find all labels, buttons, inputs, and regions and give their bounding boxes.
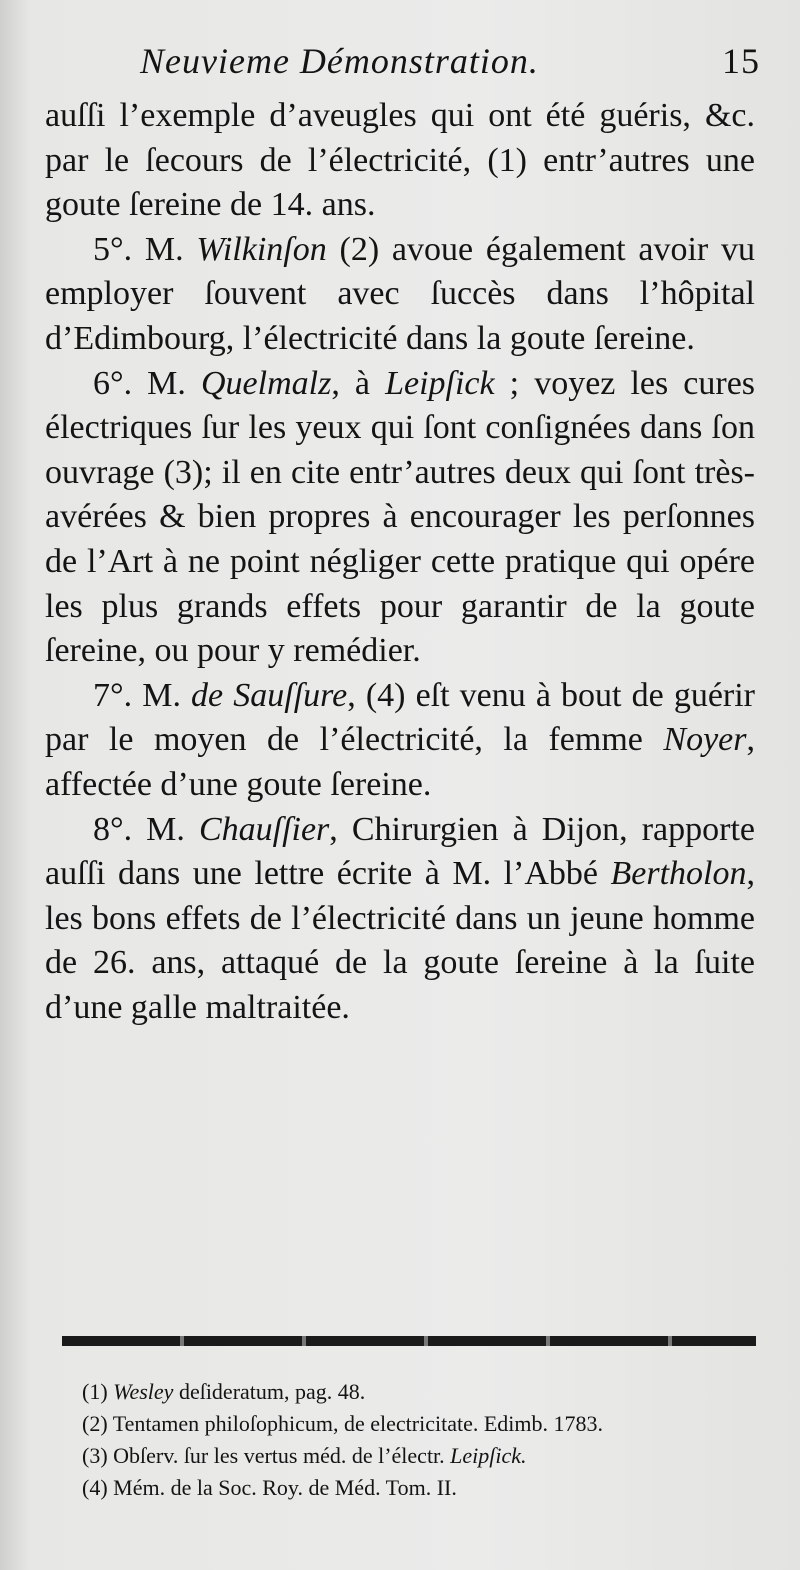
- person-name: Chauſſier: [198, 810, 330, 848]
- paragraph-5: [45, 228, 755, 362]
- footnote-text: Mém. de la Soc. Roy. de Méd. Tom. II.: [113, 1475, 457, 1500]
- person-name: Bertholon: [610, 855, 747, 893]
- footnote-1: [82, 1376, 760, 1408]
- item-number: 5°. M.: [93, 230, 184, 268]
- place-name: Leipſick: [385, 364, 495, 402]
- paragraph-6: [45, 362, 755, 674]
- running-title: Neuvieme Démonstration.: [140, 41, 539, 81]
- footnote-mark: (2): [82, 1411, 108, 1436]
- paragraph-text: , les bons effets de l’électricité dans un jeune homme de 26. ans, attaqué de la goute ſereine à la ſuite d’une galle maltraitée.: [45, 855, 755, 1026]
- footnote-text: Tentamen philoſophicum, de electricitate. Edimb. 1783.: [112, 1411, 604, 1436]
- footnote-author: Wesley: [113, 1379, 174, 1404]
- footnote-mark: (3): [82, 1443, 108, 1468]
- paragraph-text: ; voyez les cures électriques ſur les yeux qui ſont conſignées dans ſon ouvrage (3); il en cite entr’autres deux qui ſont très-avérées & bien propres à encourager les perſonnes de l’Art à ne point négliger cette pratique qui opére les plus grands effets pour garantir de la goute ſereine, ou pour y remédier.: [45, 364, 756, 670]
- person-name: Wilkinſon: [196, 230, 327, 268]
- footnote-divider: [62, 1336, 756, 1346]
- footnote-4: [82, 1472, 760, 1504]
- person-name: Quelmalz: [200, 364, 332, 402]
- footnote-text: deſideratum, pag. 48.: [178, 1379, 366, 1404]
- paragraph-7: [45, 674, 755, 808]
- footnote-2: [82, 1408, 760, 1440]
- footnote-place: Leipſick.: [450, 1443, 527, 1468]
- paragraph-text: , affectée d’une goute ſereine.: [45, 721, 755, 803]
- paragraph-8: [45, 808, 755, 1031]
- person-name: de Sauſſure: [191, 676, 348, 714]
- page-number: 15: [722, 41, 760, 81]
- paragraph-text: , à: [331, 364, 370, 402]
- running-header: [140, 40, 770, 90]
- paragraph-text: , Chirurgien à Dijon, rapporte auſſi dans une lettre écrite à M. l’Abbé: [45, 810, 756, 893]
- footnote-3: [82, 1440, 760, 1472]
- paragraph-text: , (4) eſt venu à bout de guérir par le moyen de l’électricité, la femme: [45, 676, 755, 759]
- footnotes: [60, 1376, 760, 1504]
- footnote-mark: (4): [82, 1475, 108, 1500]
- footnote-text: Obſerv. ſur les vertus méd. de l’électr.: [113, 1443, 445, 1468]
- paragraph-text: (2) avoue également avoir vu employer ſouvent avec ſuccès dans l’hôpital d’Edimbourg, l’électricité dans la goute ſereine.: [45, 230, 756, 357]
- paragraph-continuation: auſſi l’exemple d’aveugles qui ont été guéris, &c. par le ſecours de l’électricité, (1) entr’autres une goute ſereine de 14. ans.: [45, 97, 755, 224]
- body-text: [45, 94, 755, 1030]
- item-number: 6°. M.: [93, 364, 186, 402]
- footnote-mark: (1): [82, 1379, 108, 1404]
- item-number: 7°. M.: [93, 676, 181, 714]
- item-number: 8°. M.: [93, 810, 185, 848]
- person-name: Noyer: [663, 721, 747, 759]
